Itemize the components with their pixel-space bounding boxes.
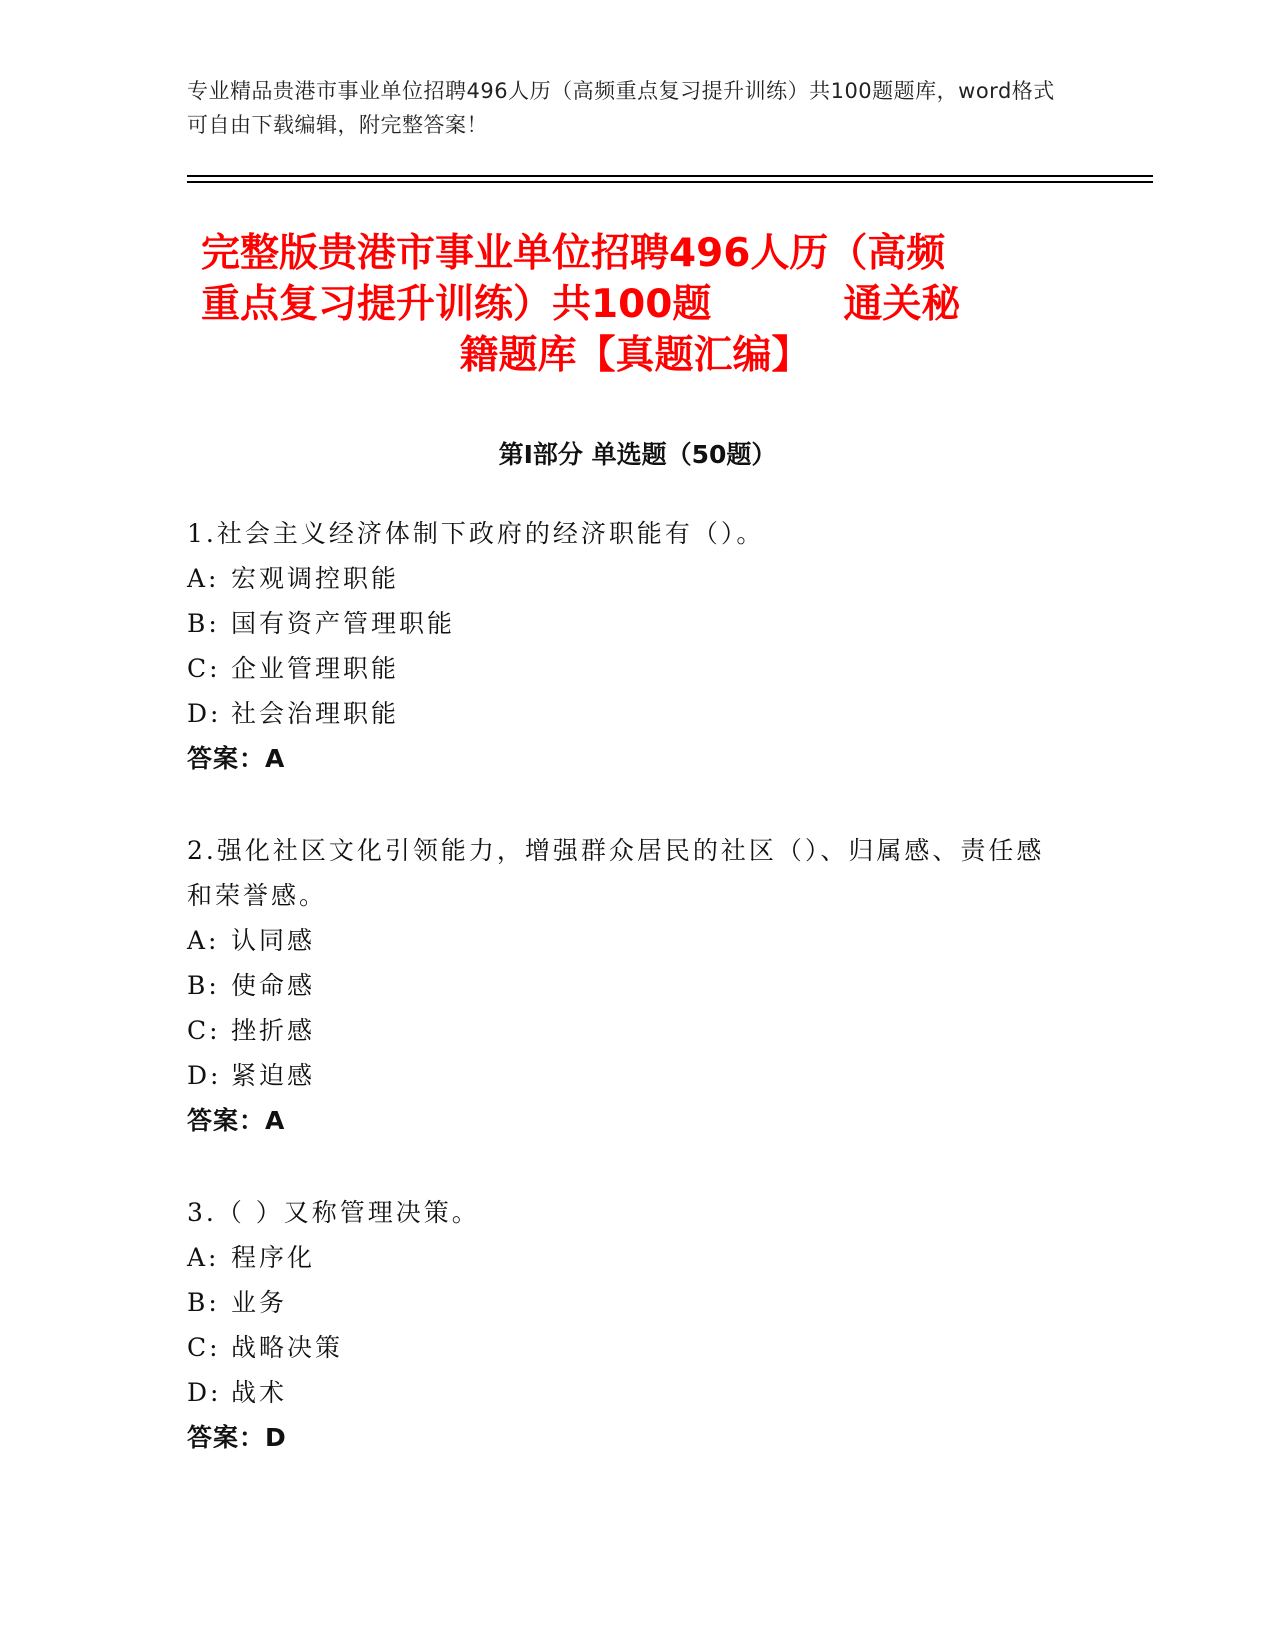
option-text: 企业管理职能 [231, 654, 400, 683]
question-1-answer: 答案：A [187, 744, 286, 773]
question-3-option-d [187, 1370, 287, 1415]
question-1-option-b [187, 601, 455, 646]
option-text: 战略决策 [231, 1333, 344, 1362]
option-text: 挫折感 [231, 1016, 316, 1045]
question-3-answer: 答案：D [187, 1423, 287, 1452]
question-3-option-c [187, 1325, 343, 1370]
question-3-option-b [187, 1280, 287, 1325]
header-rule-top [187, 175, 1153, 177]
option-key: C: [187, 1333, 221, 1362]
question-1-option-a [187, 556, 399, 601]
option-text: 认同感 [231, 926, 316, 955]
option-text: 社会治理职能 [231, 699, 400, 728]
option-text: 紧迫感 [231, 1061, 316, 1090]
header-rule-bottom [187, 181, 1153, 183]
question-2-answer: 答案：A [187, 1106, 286, 1135]
title-line-2 [195, 279, 1075, 330]
option-text: 国有资产管理职能 [231, 609, 456, 638]
title-line-3: 籍题库【真题汇编】 [459, 333, 811, 378]
option-key: B: [187, 971, 220, 1000]
question-2-option-d [187, 1053, 315, 1098]
question-3-option-a [187, 1235, 315, 1280]
option-key: C: [187, 654, 221, 683]
question-1-option-c [187, 646, 399, 691]
header-note: 专业精品贵港市事业单位招聘496人历（高频重点复习提升训练）共100题题库，word格式可自由下载编辑，附完整答案！ [187, 79, 1055, 137]
option-text: 宏观调控职能 [231, 564, 400, 593]
question-2-option-a [187, 918, 315, 963]
option-key: C: [187, 1016, 221, 1045]
option-text: 战术 [231, 1378, 288, 1407]
title-line-2-part-a: 重点复习提升训练）共100题 [201, 282, 712, 327]
section-title: 第I部分 单选题（50题） [498, 440, 777, 469]
option-key: A: [187, 564, 220, 593]
title-line-1: 完整版贵港市事业单位招聘496人历（高频 [201, 231, 946, 276]
option-key: B: [187, 609, 220, 638]
document-title [195, 228, 1075, 381]
option-text: 使命感 [231, 971, 316, 1000]
option-key: D: [187, 1378, 222, 1407]
question-1-text: 1.社会主义经济体制下政府的经济职能有（）。 [187, 519, 765, 548]
option-text: 程序化 [231, 1243, 316, 1272]
question-2-option-c [187, 1008, 315, 1053]
option-key: D: [187, 699, 222, 728]
option-key: D: [187, 1061, 222, 1090]
question-3-text: 3.（ ）又称管理决策。 [187, 1198, 480, 1227]
question-1-option-d [187, 691, 399, 736]
title-line-2-part-b: 通关秘 [843, 282, 961, 327]
option-key: B: [187, 1288, 220, 1317]
question-2-text: 2.强化社区文化引领能力，增强群众居民的社区（）、归属感、责任感和荣誉感。 [187, 836, 1045, 910]
option-key: A: [187, 926, 220, 955]
option-key: A: [187, 1243, 220, 1272]
option-text: 业务 [231, 1288, 288, 1317]
question-2-option-b [187, 963, 315, 1008]
